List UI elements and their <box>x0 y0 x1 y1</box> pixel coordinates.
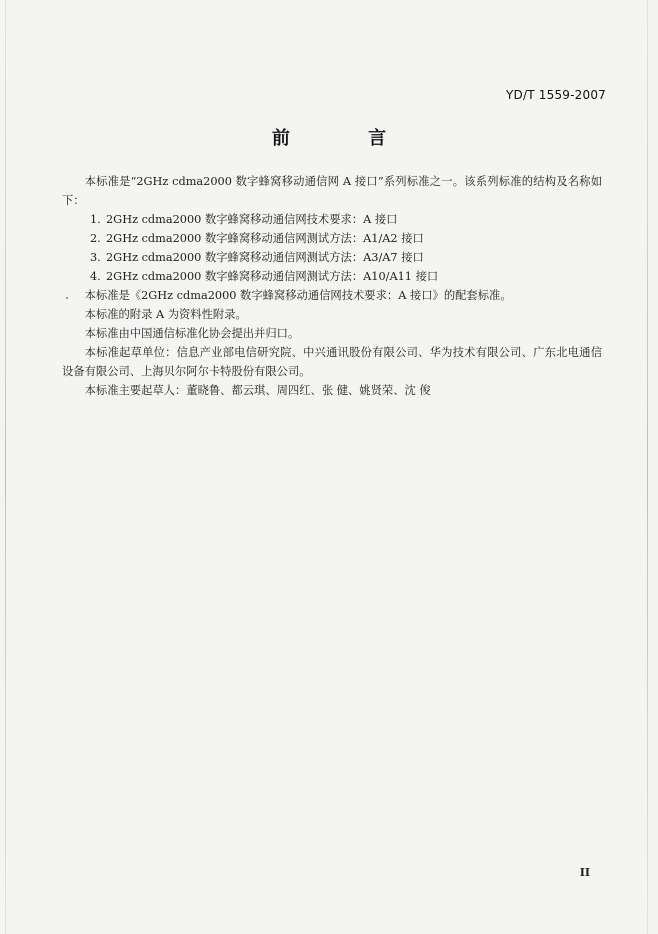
list-item <box>62 267 602 286</box>
list-item <box>62 229 602 248</box>
list-item-number: 4. <box>90 270 101 283</box>
list-item <box>62 210 602 229</box>
list-item-number: 3. <box>90 251 101 264</box>
list-item <box>62 248 602 267</box>
scan-speck <box>66 297 68 299</box>
list-item-number: 2. <box>90 232 101 245</box>
list-item-text: 2GHz cdma2000 数字蜂窝移动通信网技术要求：A 接口 <box>106 213 398 226</box>
proposer-paragraph: 本标准由中国通信标准化协会提出并归口。 <box>84 327 300 340</box>
page-number: II <box>579 866 590 879</box>
appendix-paragraph: 本标准的附录 A 为资料性附录。 <box>84 308 247 321</box>
page-title: 前 言 <box>271 128 423 149</box>
drafting-units-paragraph: 本标准起草单位：信息产业部电信研究院、中兴通讯股份有限公司、华为技术有限公司、广东北电通信设备有限公司、上海贝尔阿尔卡特股份有限公司。 <box>62 346 602 378</box>
list-item-text: 2GHz cdma2000 数字蜂窝移动通信网测试方法：A10/A11 接口 <box>106 270 439 283</box>
list-item-text: 2GHz cdma2000 数字蜂窝移动通信网测试方法：A1/A2 接口 <box>106 232 424 245</box>
list-item-number: 1. <box>90 213 101 226</box>
list-item-text: 2GHz cdma2000 数字蜂窝移动通信网测试方法：A3/A7 接口 <box>106 251 424 264</box>
intro-paragraph: 本标准是“2GHz cdma2000 数字蜂窝移动通信网 A 接口”系列标准之一。该系列标准的结构及名称如下： <box>62 175 602 207</box>
companion-paragraph: 本标准是《2GHz cdma2000 数字蜂窝移动通信网技术要求：A 接口》的配套标准。 <box>84 289 512 302</box>
foreword-body <box>62 172 602 400</box>
drafters-paragraph: 本标准主要起草人：董晓鲁、都云琪、周四红、张 健、姚贤荣、沈 俊 <box>84 384 431 397</box>
standard-number: YD/T 1559-2007 <box>506 88 606 102</box>
